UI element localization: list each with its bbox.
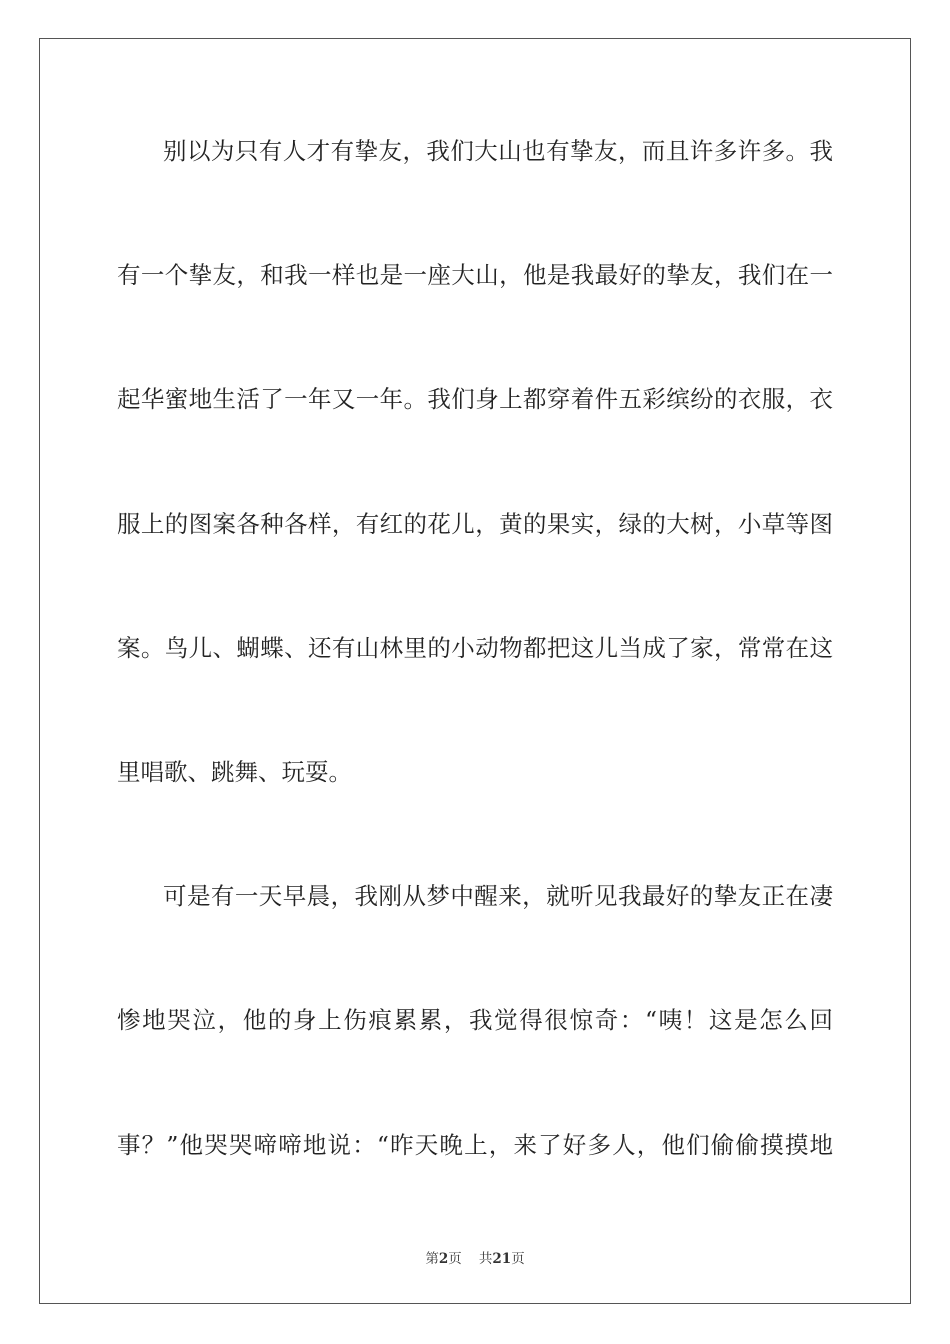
text-line: 事？”他哭哭啼啼地说：“昨天晚上，来了好多人，他们偷偷摸摸地 xyxy=(117,1131,833,1159)
text-line: 可是有一天早晨，我刚从梦中醒来，就听见我最好的挚友正在凄 xyxy=(163,882,833,910)
page-number: 2 xyxy=(438,1251,449,1267)
page-label-suffix: 页 xyxy=(448,1251,462,1267)
total-label-prefix: 共 xyxy=(478,1251,493,1267)
total-label-suffix: 页 xyxy=(511,1251,525,1267)
text-line: 服上的图案各种各样，有红的花儿，黄的果实，绿的大树，小草等图 xyxy=(117,510,833,538)
text-line: 案。鸟儿、蝴蝶、还有山林里的小动物都把这儿当成了家，常常在这 xyxy=(117,634,833,662)
text-line: 里唱歌、跳舞、玩耍。 xyxy=(117,758,352,786)
page-frame xyxy=(39,38,911,1304)
text-line: 有一个挚友，和我一样也是一座大山，他是我最好的挚友，我们在一 xyxy=(117,261,833,289)
text-line: 别以为只有人才有挚友，我们大山也有挚友，而且许多许多。我 xyxy=(163,137,833,165)
text-line: 起华蜜地生活了一年又一年。我们身上都穿着件五彩缤纷的衣服，衣 xyxy=(117,385,833,413)
page-footer xyxy=(0,1247,950,1267)
text-line: 惨地哭泣，他的身上伤痕累累，我觉得很惊奇：“咦！这是怎么回 xyxy=(117,1006,833,1034)
total-pages: 21 xyxy=(492,1251,512,1267)
page-label-prefix: 第 xyxy=(425,1251,439,1267)
